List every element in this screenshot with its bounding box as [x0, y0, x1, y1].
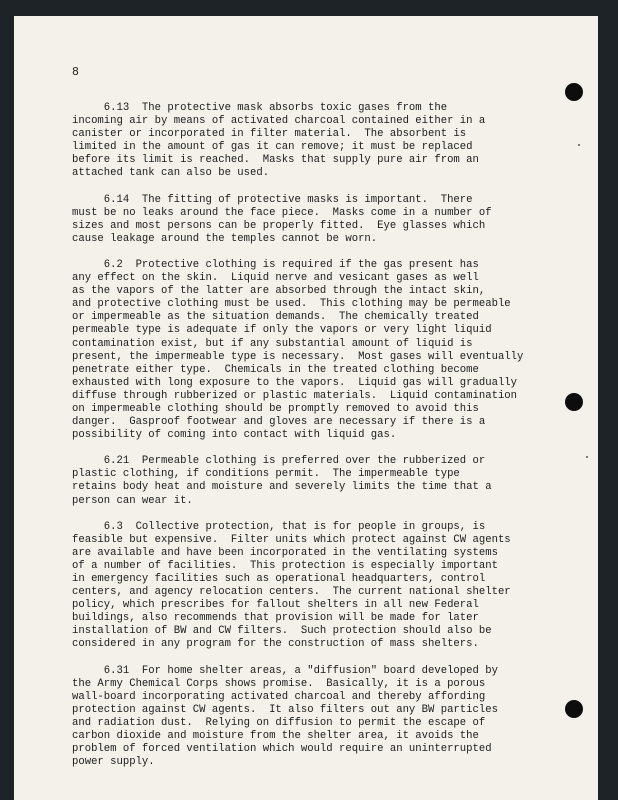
- text-line: buildings, also recommends that provision will be made for later: [72, 612, 479, 625]
- body-text: [72, 102, 524, 782]
- paragraph-6-13: [72, 102, 512, 181]
- binder-hole: [565, 700, 583, 718]
- text-line: penetrate either type. Chemicals in the treated clothing become: [72, 363, 479, 376]
- document-page: [14, 16, 598, 800]
- text-line: of a number of facilities. This protection is especially important: [72, 559, 498, 572]
- text-line: incoming air by means of activated charcoal contained either in a: [72, 115, 486, 128]
- text-line: attached tank can also be used.: [72, 167, 270, 180]
- text-line: and radiation dust. Relying on diffusion to permit the escape of: [72, 716, 486, 729]
- paper-speck: [578, 144, 580, 146]
- text-line: must be no leaks around the face piece. Masks come in a number of: [72, 206, 492, 219]
- paragraph-6-31: [72, 665, 512, 770]
- text-line: possibility of coming into contact with liquid gas.: [72, 429, 397, 442]
- text-line: are available and have been incorporated in the ventilating systems: [72, 546, 498, 559]
- text-line: plastic clothing, if conditions permit. The impermeable type: [72, 468, 460, 481]
- text-line: exhausted with long exposure to the vapors. Liquid gas will gradually: [72, 376, 518, 389]
- text-line: danger. Gasproof footwear and gloves are necessary if there is a: [72, 416, 486, 429]
- text-line: canister or incorporated in filter material. The absorbent is: [72, 128, 467, 141]
- text-line: cause leakage around the temples cannot be worn.: [72, 232, 378, 245]
- text-line: installation of BW and CW filters. Such protection should also be: [72, 625, 492, 638]
- text-line: 6.2 Protective clothing is required if the gas present has: [72, 258, 479, 271]
- paragraph-6-3: [72, 521, 512, 652]
- text-line: present, the impermeable type is necessary. Most gases will eventually: [72, 350, 524, 363]
- text-line: or impermeable as the situation demands. The chemically treated: [72, 311, 479, 324]
- page-number: 8: [72, 66, 79, 79]
- text-line: sizes and most persons can be properly fitted. Eye glasses which: [72, 219, 486, 232]
- binder-hole: [565, 83, 583, 101]
- text-line: person can wear it.: [72, 494, 193, 507]
- text-line: considered in any program for the construction of mass shelters.: [72, 638, 479, 651]
- paragraph-6-14: [72, 194, 512, 246]
- text-line: 6.3 Collective protection, that is for people in groups, is: [72, 520, 486, 533]
- text-line: on impermeable clothing should be promptly removed to avoid this: [72, 402, 479, 415]
- text-line: carbon dioxide and moisture from the shelter area, it avoids the: [72, 730, 479, 743]
- text-line: permeable type is adequate if only the vapors or very light liquid: [72, 324, 492, 337]
- text-line: 6.14 The fitting of protective masks is important. There: [72, 193, 473, 206]
- text-line: feasible but expensive. Filter units which protect against CW agents: [72, 533, 511, 546]
- text-line: power supply.: [72, 756, 155, 769]
- text-line: wall-board incorporating activated charcoal and thereby affording: [72, 690, 486, 703]
- text-line: the Army Chemical Corps shows promise. Basically, it is a porous: [72, 677, 486, 690]
- text-line: and protective clothing must be used. This clothing may be permeable: [72, 298, 511, 311]
- text-line: as the vapors of the latter are absorbed through the intact skin,: [72, 285, 486, 298]
- text-line: limited in the amount of gas it can remove; it must be replaced: [72, 141, 473, 154]
- text-line: 6.13 The protective mask absorbs toxic gases from the: [72, 102, 448, 114]
- text-line: in emergency facilities such as operational headquarters, control: [72, 573, 486, 585]
- text-line: retains body heat and moisture and severely limits the time that a: [72, 481, 492, 494]
- text-line: diffuse through rubberized or plastic materials. Liquid contamination: [72, 389, 518, 402]
- text-line: problem of forced ventilation which would require an uninterrupted: [72, 743, 492, 756]
- paragraph-6-21: [72, 455, 512, 507]
- text-line: centers, and agency relocation centers. The current national shelter: [72, 586, 511, 599]
- text-line: before its limit is reached. Masks that supply pure air from an: [72, 154, 479, 167]
- binder-hole: [565, 393, 583, 411]
- text-line: policy, which prescribes for fallout shelters in all new Federal: [72, 599, 479, 612]
- paragraph-6-2: [72, 258, 524, 442]
- text-line: 6.31 For home shelter areas, a "diffusion" board developed by: [72, 664, 498, 677]
- paper-speck: [586, 456, 588, 458]
- text-line: 6.21 Permeable clothing is preferred over the rubberized or: [72, 455, 486, 468]
- text-line: protection against CW agents. It also filters out any BW particles: [72, 703, 498, 716]
- text-line: any effect on the skin. Liquid nerve and vesicant gases as well: [72, 272, 479, 285]
- text-line: contamination exist, but if any substantial amount of liquid is: [72, 337, 473, 350]
